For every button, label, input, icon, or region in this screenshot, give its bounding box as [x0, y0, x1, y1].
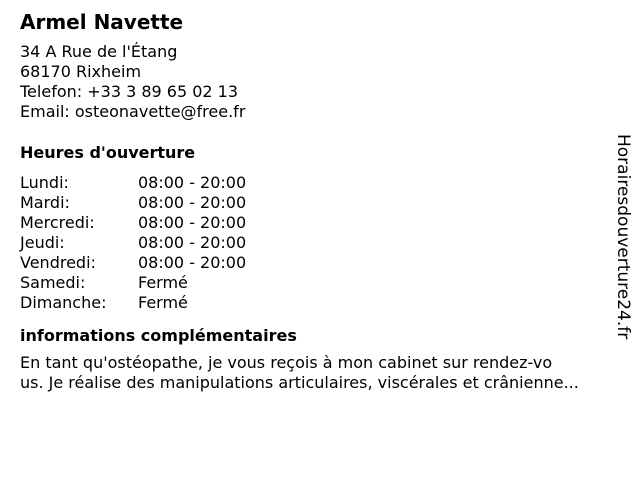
time-value: 08:00 - 20:00	[138, 193, 247, 212]
info-line: us. Je réalise des manipulations articulaires, viscérales et crânienne...	[20, 373, 579, 392]
contact-block	[20, 42, 620, 122]
hours-row-friday	[20, 253, 620, 273]
address-line-city: 68170 Rixheim	[20, 62, 142, 81]
additional-info-heading: informations complémentaires	[20, 326, 297, 345]
time-value: 08:00 - 20:00	[138, 233, 247, 252]
day-label: Lundi:	[20, 173, 69, 192]
time-value: Fermé	[138, 273, 188, 292]
hours-row-sunday	[20, 293, 620, 313]
day-label: Mardi:	[20, 193, 70, 212]
hours-row-tuesday	[20, 193, 620, 213]
time-value: Fermé	[138, 293, 188, 312]
additional-info-text	[20, 353, 630, 393]
time-value: 08:00 - 20:00	[138, 213, 247, 232]
hours-row-saturday	[20, 273, 620, 293]
email-line: Email: osteonavette@free.fr	[20, 102, 246, 121]
time-value: 08:00 - 20:00	[138, 173, 247, 192]
day-label: Mercredi:	[20, 213, 95, 232]
business-name: Armel Navette	[20, 10, 184, 34]
day-label: Dimanche:	[20, 293, 107, 312]
address-line-street: 34 A Rue de l'Étang	[20, 42, 178, 61]
day-label: Vendredi:	[20, 253, 96, 272]
business-card	[20, 10, 620, 393]
info-line: En tant qu'ostéopathe, je vous reçois à mon cabinet sur rendez-vo	[20, 353, 553, 372]
site-watermark: Horairesdouverture24.fr	[613, 134, 633, 340]
phone-line: Telefon: +33 3 89 65 02 13	[20, 82, 239, 101]
hours-heading: Heures d'ouverture	[20, 143, 196, 162]
hours-row-wednesday	[20, 213, 620, 233]
hours-row-thursday	[20, 233, 620, 253]
hours-row-monday	[20, 173, 620, 193]
day-label: Jeudi:	[20, 233, 65, 252]
day-label: Samedi:	[20, 273, 86, 292]
opening-hours-list	[20, 173, 620, 313]
time-value: 08:00 - 20:00	[138, 253, 247, 272]
